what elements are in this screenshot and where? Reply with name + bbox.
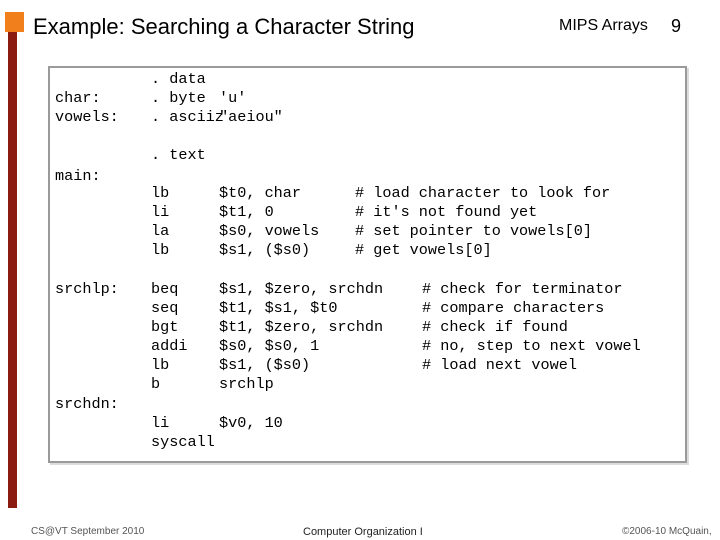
accent-square (5, 12, 24, 32)
code-token: # get vowels[0] (355, 241, 492, 259)
section-label: MIPS Arrays (559, 17, 648, 34)
code-token: $v0, 10 (219, 414, 283, 432)
footer-copyright: ©2006-10 McQuain, (622, 526, 712, 537)
code-token: addi (151, 337, 188, 355)
code-token: beq (151, 280, 179, 298)
code-token: # check for terminator (422, 280, 623, 298)
code-token: lb (151, 241, 170, 259)
code-token: # no, step to next vowel (422, 337, 641, 355)
code-token: $t1, 0 (219, 203, 274, 221)
code-token: li (151, 414, 170, 432)
left-accent-bar (8, 32, 17, 508)
code-token: seq (151, 299, 179, 317)
footer-title: Computer Organization I (303, 526, 423, 538)
code-token: lb (151, 356, 170, 374)
code-token: $t1, $zero, srchdn (219, 318, 384, 336)
code-token: . data (151, 70, 206, 88)
page-number: 9 (671, 16, 682, 36)
code-token: $s0, vowels (219, 222, 320, 240)
code-token: $s1, ($s0) (219, 356, 311, 374)
code-token: . byte (151, 89, 206, 107)
code-token: $s1, $zero, srchdn (219, 280, 384, 298)
code-token: main: (55, 167, 101, 185)
code-token: vowels: (55, 108, 119, 126)
code-token: srchlp: (55, 280, 119, 298)
slide-title: Example: Searching a Character String (33, 14, 415, 39)
code-token: # it's not found yet (355, 203, 538, 221)
code-token: $s0, $s0, 1 (219, 337, 320, 355)
code-token: b (151, 375, 161, 393)
code-token: lb (151, 184, 170, 202)
code-token: $t0, char (219, 184, 302, 202)
code-token: 'u' (219, 89, 247, 107)
code-token: srchlp (219, 375, 274, 393)
code-token: # check if found (422, 318, 568, 336)
code-token: srchdn: (55, 395, 119, 413)
code-token: # set pointer to vowels[0] (355, 222, 592, 240)
code-token: la (151, 222, 170, 240)
code-token: . asciiz (151, 108, 224, 126)
footer-course: CS@VT September 2010 (31, 526, 145, 537)
code-listing (48, 66, 687, 463)
code-token: li (151, 203, 170, 221)
code-token: $t1, $s1, $t0 (219, 299, 338, 317)
code-token: . text (151, 146, 206, 164)
code-token: # load next vowel (422, 356, 577, 374)
code-token: # compare characters (422, 299, 605, 317)
code-token: "aeiou" (219, 108, 283, 126)
code-token: char: (55, 89, 101, 107)
code-token: $s1, ($s0) (219, 241, 311, 259)
code-token: # load character to look for (355, 184, 611, 202)
code-token: bgt (151, 318, 179, 336)
code-token: syscall (151, 433, 215, 451)
